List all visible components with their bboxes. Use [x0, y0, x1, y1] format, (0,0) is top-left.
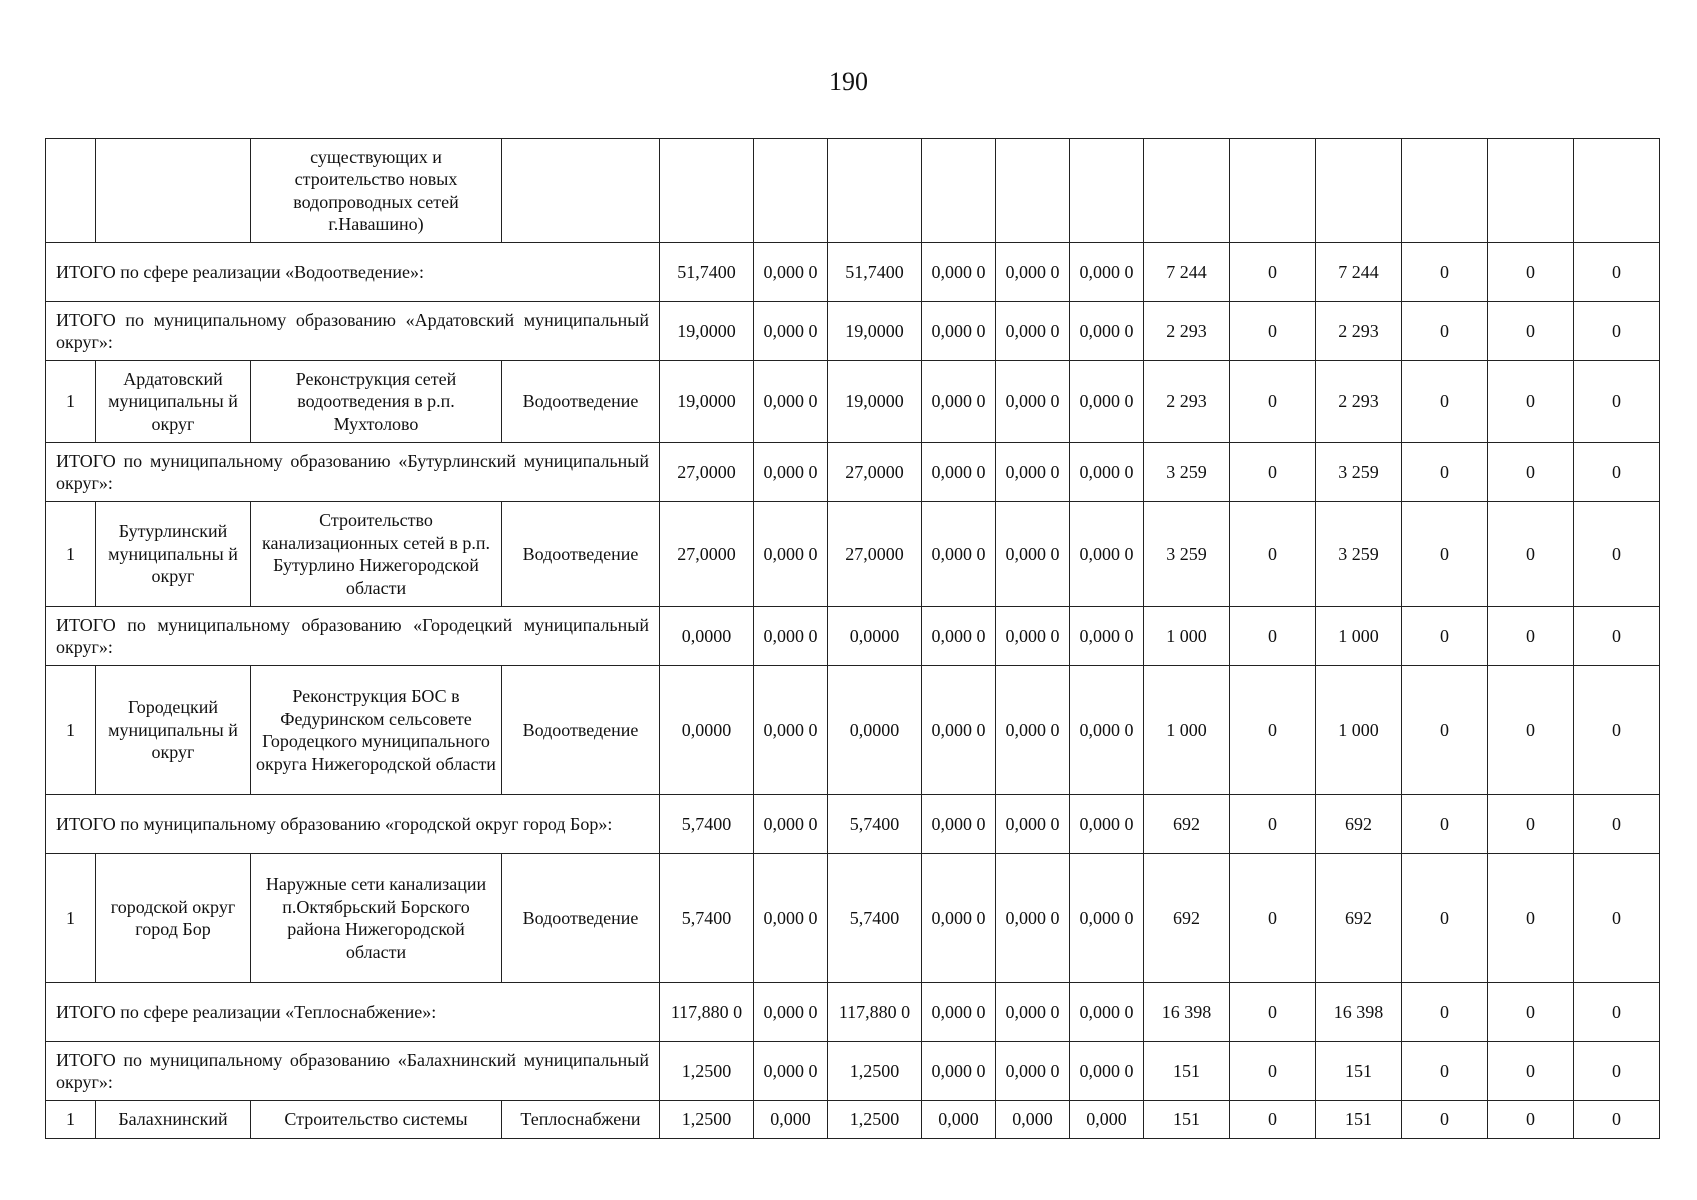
sphere-name: Водоотведение — [502, 666, 660, 795]
amount-total: 0,0000 — [660, 666, 754, 795]
amount-local: 0,000 0 — [922, 983, 996, 1042]
amount-regional: 1,2500 — [828, 1042, 922, 1101]
capacity-other: 0 — [1574, 607, 1660, 666]
amount-federal: 0,000 0 — [754, 302, 828, 361]
amount-regional: 27,0000 — [828, 502, 922, 607]
total-row — [46, 983, 1660, 1042]
capacity-regional — [1316, 139, 1402, 243]
amount-other: 0,000 0 — [1070, 607, 1144, 666]
capacity-local — [1402, 139, 1488, 243]
capacity-total: 692 — [1144, 795, 1230, 854]
sphere-name: Водоотведение — [502, 361, 660, 443]
amount-federal: 0,000 0 — [754, 795, 828, 854]
amount-local: 0,000 — [922, 1101, 996, 1139]
capacity-federal: 0 — [1230, 666, 1316, 795]
capacity-federal: 0 — [1230, 502, 1316, 607]
project-name: Строительство канализационных сетей в р.п. Бутурлино Нижегородской области — [251, 502, 502, 607]
amount-local: 0,000 0 — [922, 666, 996, 795]
capacity-other: 0 — [1574, 854, 1660, 983]
amount-own: 0,000 0 — [996, 443, 1070, 502]
capacity-regional: 151 — [1316, 1101, 1402, 1139]
project-row — [46, 502, 1660, 607]
capacity-other — [1574, 139, 1660, 243]
amount-total: 1,2500 — [660, 1042, 754, 1101]
amount-other — [1070, 139, 1144, 243]
project-row — [46, 361, 1660, 443]
amount-regional: 5,7400 — [828, 854, 922, 983]
amount-local: 0,000 0 — [922, 243, 996, 302]
row-number: 1 — [46, 666, 96, 795]
amount-local: 0,000 0 — [922, 854, 996, 983]
page-number: 190 — [829, 67, 868, 96]
capacity-own — [1488, 139, 1574, 243]
capacity-regional: 2 293 — [1316, 302, 1402, 361]
capacity-regional: 7 244 — [1316, 243, 1402, 302]
amount-other: 0,000 0 — [1070, 361, 1144, 443]
amount-total: 5,7400 — [660, 854, 754, 983]
capacity-other: 0 — [1574, 1042, 1660, 1101]
project-row — [46, 139, 1660, 243]
capacity-federal: 0 — [1230, 302, 1316, 361]
amount-other: 0,000 0 — [1070, 243, 1144, 302]
capacity-other: 0 — [1574, 795, 1660, 854]
amount-regional: 117,880 0 — [828, 983, 922, 1042]
capacity-total: 1 000 — [1144, 666, 1230, 795]
capacity-other: 0 — [1574, 443, 1660, 502]
row-number: 1 — [46, 502, 96, 607]
amount-regional: 1,2500 — [828, 1101, 922, 1139]
total-row — [46, 795, 1660, 854]
amount-other: 0,000 0 — [1070, 795, 1144, 854]
capacity-own: 0 — [1488, 1101, 1574, 1139]
row-number — [46, 139, 96, 243]
capacity-federal: 0 — [1230, 443, 1316, 502]
capacity-total: 692 — [1144, 854, 1230, 983]
municipality-name: городской округ город Бор — [96, 854, 251, 983]
capacity-total: 2 293 — [1144, 361, 1230, 443]
project-name: существующих и строительство новых водопроводных сетей г.Навашино) — [251, 139, 502, 243]
amount-own: 0,000 0 — [996, 607, 1070, 666]
amount-regional: 0,0000 — [828, 607, 922, 666]
amount-own: 0,000 0 — [996, 502, 1070, 607]
amount-other: 0,000 0 — [1070, 983, 1144, 1042]
capacity-federal: 0 — [1230, 854, 1316, 983]
capacity-local: 0 — [1402, 443, 1488, 502]
capacity-local: 0 — [1402, 607, 1488, 666]
capacity-total: 16 398 — [1144, 983, 1230, 1042]
capacity-regional: 3 259 — [1316, 443, 1402, 502]
amount-federal: 0,000 0 — [754, 666, 828, 795]
capacity-local: 0 — [1402, 1101, 1488, 1139]
capacity-federal: 0 — [1230, 795, 1316, 854]
sphere-name — [502, 139, 660, 243]
amount-other: 0,000 0 — [1070, 302, 1144, 361]
amount-federal: 0,000 0 — [754, 854, 828, 983]
capacity-local: 0 — [1402, 1042, 1488, 1101]
capacity-regional: 3 259 — [1316, 502, 1402, 607]
project-name: Строительство системы — [251, 1101, 502, 1139]
amount-regional: 0,0000 — [828, 666, 922, 795]
capacity-federal: 0 — [1230, 1042, 1316, 1101]
amount-regional: 5,7400 — [828, 795, 922, 854]
row-number: 1 — [46, 1101, 96, 1139]
capacity-own: 0 — [1488, 854, 1574, 983]
amount-own: 0,000 0 — [996, 854, 1070, 983]
capacity-own: 0 — [1488, 607, 1574, 666]
amount-federal: 0,000 0 — [754, 502, 828, 607]
municipality-name — [96, 139, 251, 243]
capacity-other: 0 — [1574, 502, 1660, 607]
amount-local: 0,000 0 — [922, 502, 996, 607]
capacity-local: 0 — [1402, 854, 1488, 983]
capacity-regional: 692 — [1316, 795, 1402, 854]
capacity-federal: 0 — [1230, 243, 1316, 302]
project-row — [46, 1101, 1660, 1139]
project-name: Реконструкция БОС в Федуринском сельсовете Городецкого муниципального округа Нижегородской области — [251, 666, 502, 795]
project-name: Наружные сети канализации п.Октябрьский Борского района Нижегородской области — [251, 854, 502, 983]
amount-other: 0,000 0 — [1070, 502, 1144, 607]
amount-own: 0,000 0 — [996, 983, 1070, 1042]
amount-local: 0,000 0 — [922, 302, 996, 361]
total-label: ИТОГО по муниципальному образованию «Балахнинский муниципальный округ»: — [46, 1042, 660, 1101]
amount-own: 0,000 0 — [996, 302, 1070, 361]
capacity-federal: 0 — [1230, 607, 1316, 666]
capacity-local: 0 — [1402, 502, 1488, 607]
row-number: 1 — [46, 854, 96, 983]
amount-federal: 0,000 — [754, 1101, 828, 1139]
amount-other: 0,000 — [1070, 1101, 1144, 1139]
amount-total: 0,0000 — [660, 607, 754, 666]
amount-total: 51,7400 — [660, 243, 754, 302]
total-label: ИТОГО по муниципальному образованию «Городецкий муниципальный округ»: — [46, 607, 660, 666]
capacity-local: 0 — [1402, 361, 1488, 443]
amount-total: 5,7400 — [660, 795, 754, 854]
project-name: Реконструкция сетей водоотведения в р.п. Мухтолово — [251, 361, 502, 443]
amount-own: 0,000 0 — [996, 795, 1070, 854]
amount-own: 0,000 0 — [996, 243, 1070, 302]
sphere-name: Водоотведение — [502, 502, 660, 607]
capacity-regional: 2 293 — [1316, 361, 1402, 443]
capacity-other: 0 — [1574, 983, 1660, 1042]
amount-federal: 0,000 0 — [754, 443, 828, 502]
capacity-total: 3 259 — [1144, 502, 1230, 607]
amount-local: 0,000 0 — [922, 443, 996, 502]
amount-local: 0,000 0 — [922, 1042, 996, 1101]
capacity-total: 151 — [1144, 1101, 1230, 1139]
total-row — [46, 443, 1660, 502]
amount-own — [996, 139, 1070, 243]
capacity-other: 0 — [1574, 361, 1660, 443]
total-row — [46, 243, 1660, 302]
sphere-name: Водоотведение — [502, 854, 660, 983]
capacity-own: 0 — [1488, 1042, 1574, 1101]
amount-federal: 0,000 0 — [754, 983, 828, 1042]
amount-local: 0,000 0 — [922, 795, 996, 854]
capacity-total: 151 — [1144, 1042, 1230, 1101]
amount-other: 0,000 0 — [1070, 666, 1144, 795]
amount-federal: 0,000 0 — [754, 1042, 828, 1101]
capacity-total: 7 244 — [1144, 243, 1230, 302]
capacity-own: 0 — [1488, 361, 1574, 443]
capacity-other: 0 — [1574, 1101, 1660, 1139]
amount-regional — [828, 139, 922, 243]
capacity-regional: 16 398 — [1316, 983, 1402, 1042]
capacity-total — [1144, 139, 1230, 243]
total-label: ИТОГО по сфере реализации «Теплоснабжение»: — [46, 983, 660, 1042]
amount-other: 0,000 0 — [1070, 854, 1144, 983]
capacity-other: 0 — [1574, 302, 1660, 361]
investment-table — [45, 138, 1660, 1139]
amount-own: 0,000 0 — [996, 1042, 1070, 1101]
amount-federal: 0,000 0 — [754, 361, 828, 443]
amount-own: 0,000 0 — [996, 666, 1070, 795]
capacity-total: 1 000 — [1144, 607, 1230, 666]
capacity-own: 0 — [1488, 243, 1574, 302]
amount-regional: 27,0000 — [828, 443, 922, 502]
amount-regional: 51,7400 — [828, 243, 922, 302]
amount-own: 0,000 — [996, 1101, 1070, 1139]
municipality-name: Балахнинский — [96, 1101, 251, 1139]
capacity-total: 3 259 — [1144, 443, 1230, 502]
amount-total: 27,0000 — [660, 443, 754, 502]
capacity-local: 0 — [1402, 666, 1488, 795]
amount-total: 19,0000 — [660, 302, 754, 361]
project-row — [46, 854, 1660, 983]
row-number: 1 — [46, 361, 96, 443]
capacity-own: 0 — [1488, 795, 1574, 854]
amount-other: 0,000 0 — [1070, 1042, 1144, 1101]
capacity-federal: 0 — [1230, 361, 1316, 443]
capacity-regional: 692 — [1316, 854, 1402, 983]
capacity-regional: 151 — [1316, 1042, 1402, 1101]
amount-local: 0,000 0 — [922, 607, 996, 666]
amount-regional: 19,0000 — [828, 302, 922, 361]
total-row — [46, 1042, 1660, 1101]
capacity-own: 0 — [1488, 666, 1574, 795]
capacity-own: 0 — [1488, 983, 1574, 1042]
amount-federal: 0,000 0 — [754, 607, 828, 666]
capacity-local: 0 — [1402, 795, 1488, 854]
capacity-federal — [1230, 139, 1316, 243]
capacity-regional: 1 000 — [1316, 666, 1402, 795]
total-label: ИТОГО по муниципальному образованию «Ардатовский муниципальный округ»: — [46, 302, 660, 361]
municipality-name: Бутурлинский муниципальны й округ — [96, 502, 251, 607]
capacity-total: 2 293 — [1144, 302, 1230, 361]
amount-total: 1,2500 — [660, 1101, 754, 1139]
total-row — [46, 607, 1660, 666]
capacity-regional: 1 000 — [1316, 607, 1402, 666]
total-label: ИТОГО по муниципальному образованию «городской округ город Бор»: — [46, 795, 660, 854]
capacity-own: 0 — [1488, 443, 1574, 502]
total-row — [46, 302, 1660, 361]
capacity-other: 0 — [1574, 666, 1660, 795]
municipality-name: Ардатовский муниципальны й округ — [96, 361, 251, 443]
capacity-local: 0 — [1402, 243, 1488, 302]
amount-total: 27,0000 — [660, 502, 754, 607]
amount-local: 0,000 0 — [922, 361, 996, 443]
total-label: ИТОГО по муниципальному образованию «Бутурлинский муниципальный округ»: — [46, 443, 660, 502]
capacity-own: 0 — [1488, 502, 1574, 607]
amount-other: 0,000 0 — [1070, 443, 1144, 502]
capacity-local: 0 — [1402, 983, 1488, 1042]
capacity-federal: 0 — [1230, 983, 1316, 1042]
amount-local — [922, 139, 996, 243]
capacity-federal: 0 — [1230, 1101, 1316, 1139]
sphere-name: Теплоснабжени — [502, 1101, 660, 1139]
amount-own: 0,000 0 — [996, 361, 1070, 443]
total-label: ИТОГО по сфере реализации «Водоотведение»: — [46, 243, 660, 302]
project-row — [46, 666, 1660, 795]
capacity-other: 0 — [1574, 243, 1660, 302]
capacity-local: 0 — [1402, 302, 1488, 361]
municipality-name: Городецкий муниципальны й округ — [96, 666, 251, 795]
amount-regional: 19,0000 — [828, 361, 922, 443]
amount-total — [660, 139, 754, 243]
amount-federal — [754, 139, 828, 243]
amount-total: 117,880 0 — [660, 983, 754, 1042]
amount-federal: 0,000 0 — [754, 243, 828, 302]
capacity-own: 0 — [1488, 302, 1574, 361]
amount-total: 19,0000 — [660, 361, 754, 443]
